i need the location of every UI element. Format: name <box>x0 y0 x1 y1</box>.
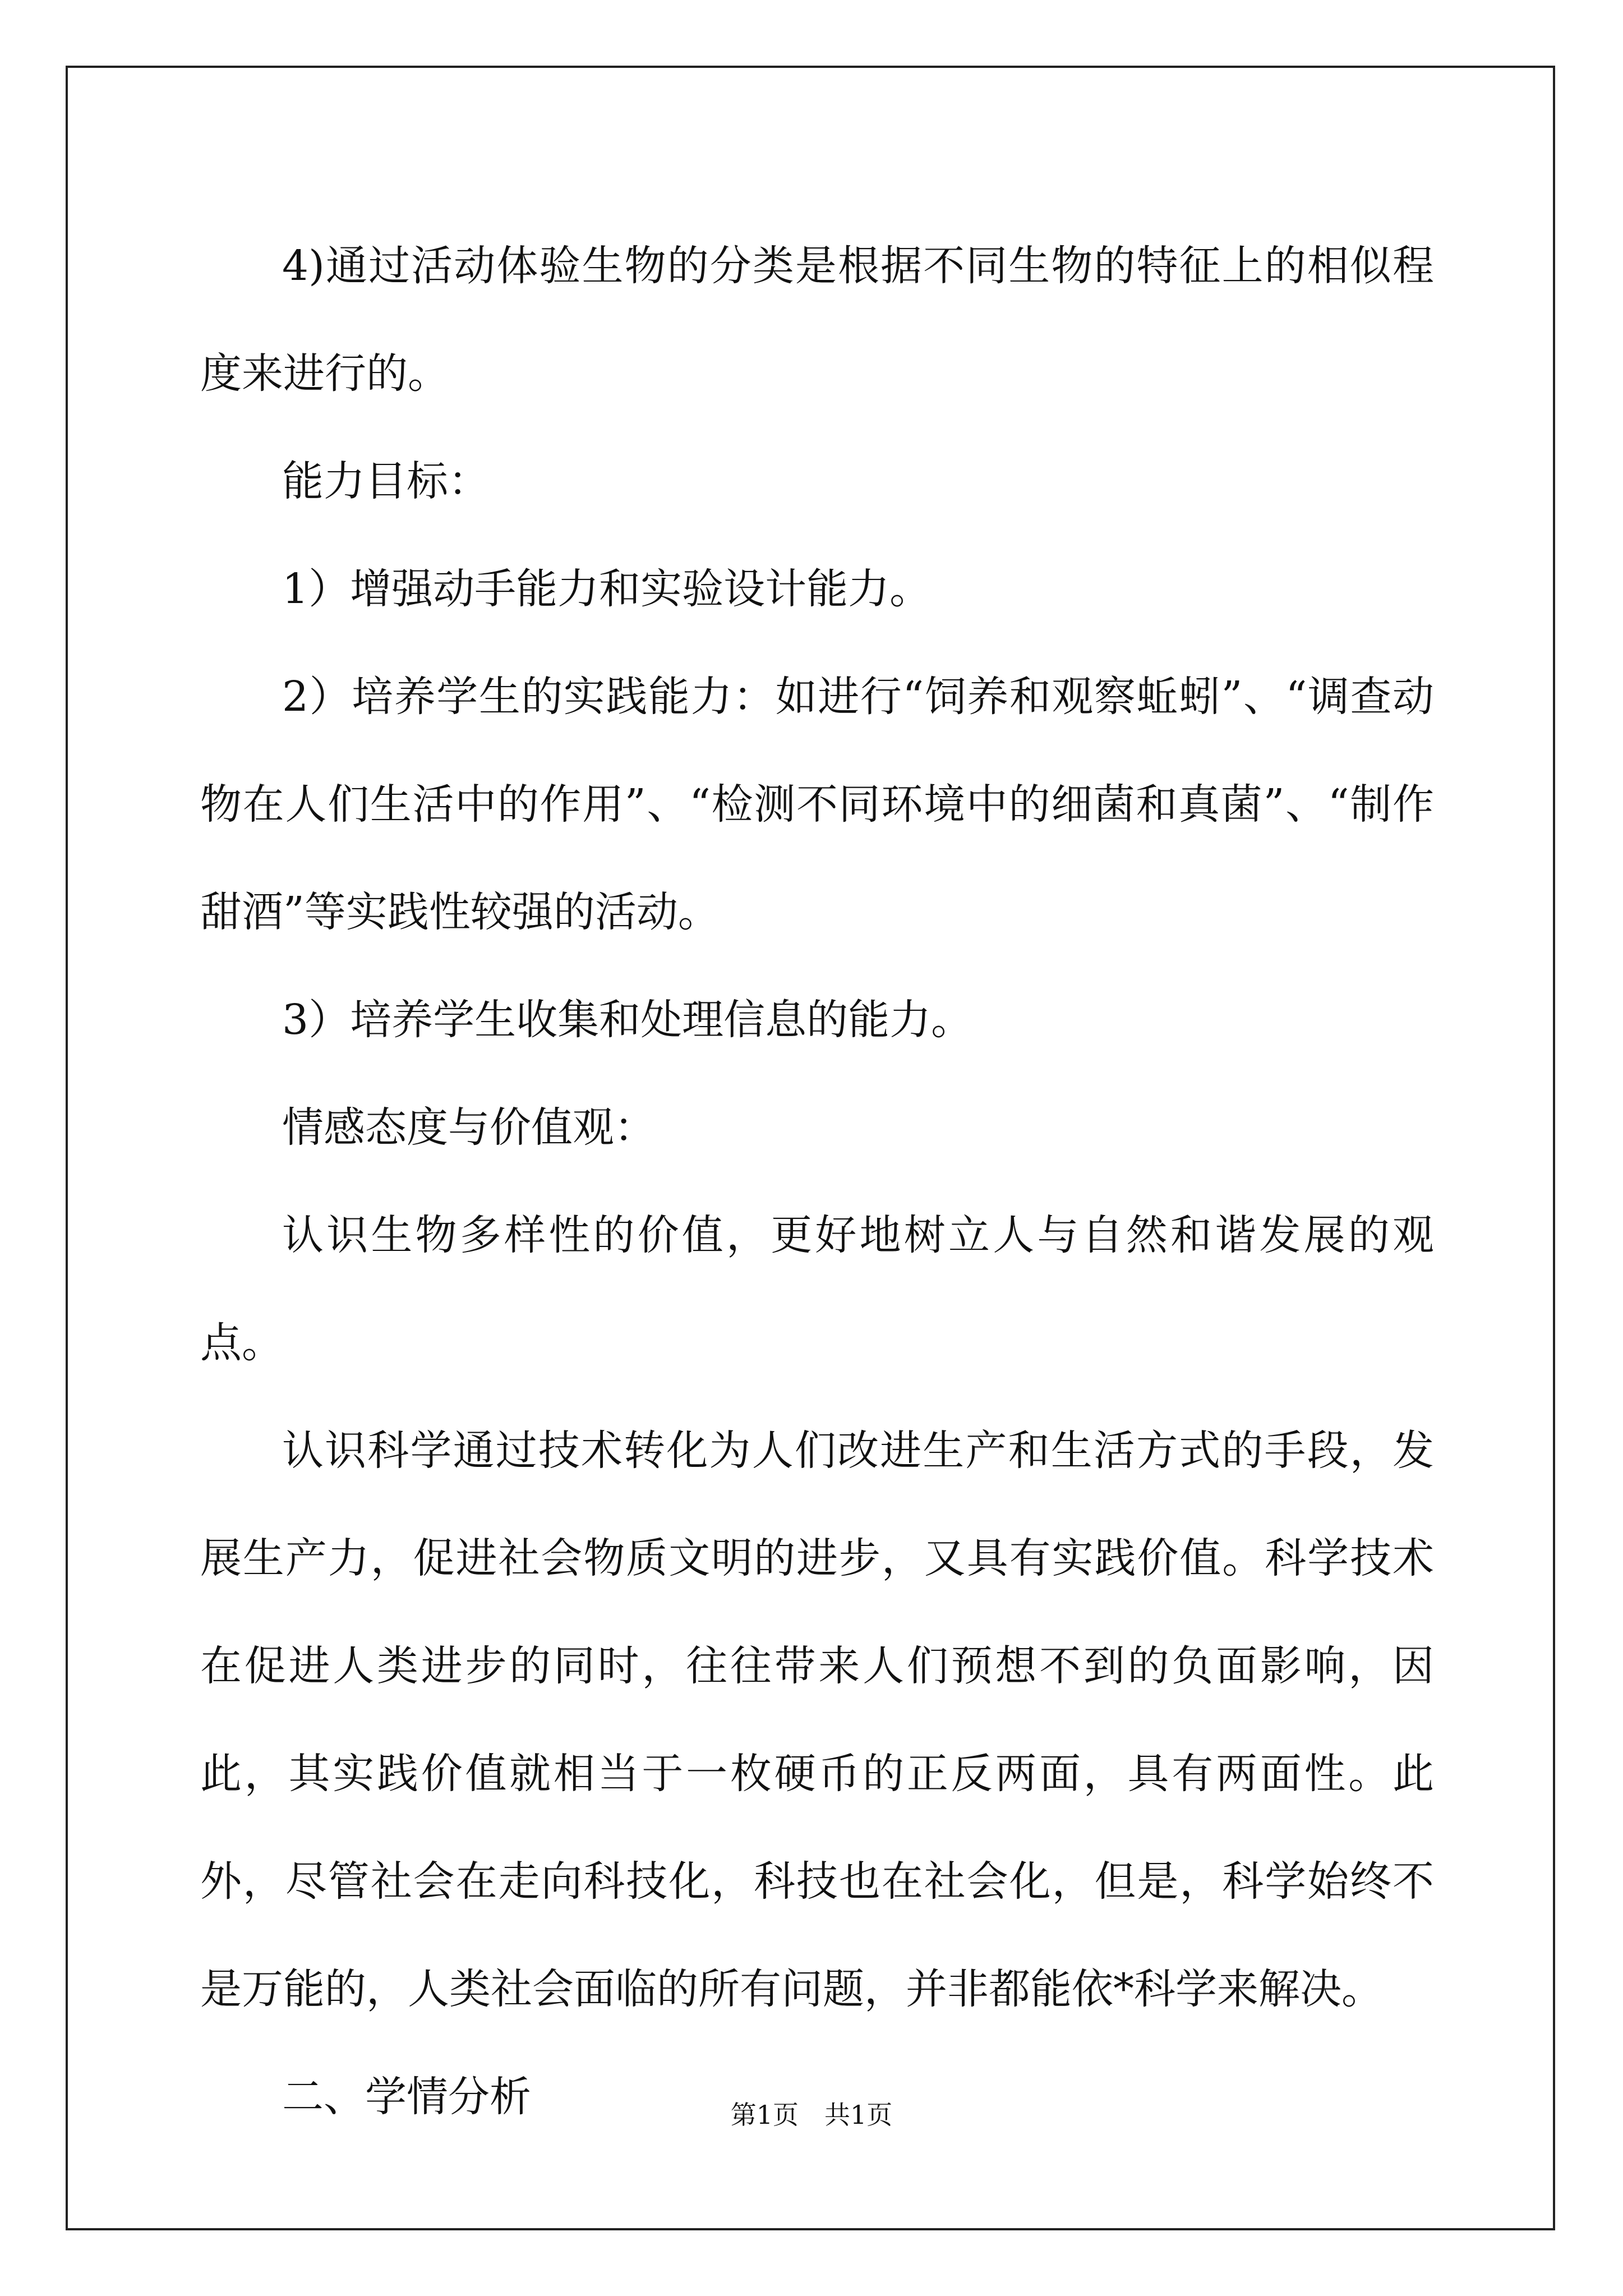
page-number-footer: 第1页 共1页 <box>730 2100 893 2130</box>
paragraph: 2）培养学生的实践能力：如进行“饲养和观察蚯蚓”、“调查动物在人们生活中的作用”、“检测不同环境中的细菌和真菌”、“制作甜酒”等实践性较强的活动。 <box>200 673 1434 936</box>
paragraph: 4)通过活动体验生物的分类是根据不同生物的特征上的相似程度来进行的。 <box>200 242 1434 398</box>
section-heading-attitude-values: 情感态度与价值观： <box>282 1103 656 1152</box>
section-heading-ability-goals: 能力目标： <box>282 457 490 505</box>
paragraph: 认识生物多样性的价值，更好地树立人与自然和谐发展的观点。 <box>200 1211 1434 1367</box>
section-heading-learning-analysis: 二、学情分析 <box>282 2073 531 2121</box>
paragraph: 认识科学通过技术转化为人们改进生产和生活方式的手段，发展生产力，促进社会物质文明的进步，又具有实践价值。科学技术在促进人类进步的同时，往往带来人们预想不到的负面影响，因此，其实践价值就相当于一枚硬币的正反两面，具有两面性。此外，尽管社会在走向科技化，科技也在社会化，但是，科学始终不是万能的，人类社会面临的所有问题，并非都能依*科学来解决。 <box>200 1427 1434 2013</box>
paragraph: 3）培养学生收集和处理信息的能力。 <box>282 996 973 1044</box>
paragraph: 1）增强动手能力和实验设计能力。 <box>282 565 932 613</box>
document-body <box>200 212 1434 2151</box>
